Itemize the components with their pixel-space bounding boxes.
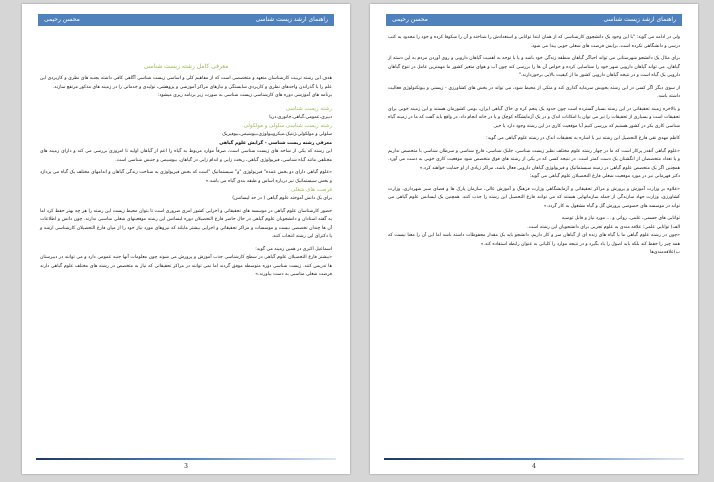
section-heading: معرفی کامل رشته زیست شناسی <box>143 63 229 70</box>
header-author: محسن رحیمی <box>392 16 428 23</box>
intro-paragraph-2: برنامه های آموزشی دوره های کارشناسی زیست شناسی به صورت زیر برنامه ریزی میشود: <box>157 93 332 98</box>
page-header-bar <box>38 14 334 26</box>
plant-science-paragraph: این رشته که یکی از شاخه های زیست شناسی است، صرفاً موارد مربوط به گیاه را اعم از گیاهان اولیه تا امروزی بررسی می کند و دارای زمینه های مختلفی مانند گیاه شناسی، فیزیولوژی گیاهی، ریخت زایی و اندام زایی در گیاهان، بیوشیمی و جنبش شناسی است. <box>40 149 332 163</box>
job-intro: برای یک دانش آموخته علوم گیاهی ( در حد لیسانس) <box>232 196 332 201</box>
paragraph: «علاوه بر وزارت آموزش و پرورش و مراکز تحقیقاتی و آزمایشگاهی وزارت فرهنگ و آموزش عالی، سازمان پارک ها و فضای سبز شهرداری، وزارت کشاورزی، وزارت جهاد سازندگی از جمله سازمانهایی هستند که می توانند فارغ التحصیل این رشته را جذب کنند. همچنین یک لیسانس علوم گیاهی می تواند در موسسه های خصوصی پرورش گل و گیاه مشغول به کار گردد.» <box>388 186 680 209</box>
footer-line <box>36 458 336 460</box>
job-paragraph: حضور کارشناسان علوم گیاهی در موسسه های تحقیقاتی و اجرایی کشور امری ضروری است تا بتوان محیط زیست این رشته را هر چه بهتر حفظ کرد اما به گفته استادان و دانشجویان علوم گیاهی در حال حاضر فارغ التحصیلان دوره لیسانس این رشته موقعیتهای شغلی مناسبی ندارند. چون دانش و اطلاعات آن ها چندان تخصصی نیست و موسسات و مراکز تحقیقاتی و اجرایی بیشتر مایلند که نیروهای مورد نیاز خود را از میان فارغ التحصیلان کارشناسی ارشد و یا دکترای این رشته انتخاب کنند. <box>40 208 332 239</box>
paragraph: «چون در رشته علوم گیاهی ما با گیاه های زنده ای از گیاهان سر و کار داریم، دانشجو باید یک مقدار محفوظات داشته باشد اما این آن را معنا نیست که همه چیز را حفظ کند بلکه باید اصول را یاد بگیرد و در نتیجه موارد را کلیاتی به عنوان رابطه استفاده کند.» <box>388 233 680 247</box>
footer-line <box>384 458 684 460</box>
page-header-bar <box>386 14 682 26</box>
plant-science-intro-title: معرفی رشته زیست شناسی - گرایش علوم گیاهی <box>219 140 332 146</box>
page-number: 4 <box>532 463 536 470</box>
subheading-cell-molecular: رشته زیست شناسی سلولی و مولکولی <box>243 123 332 129</box>
quote-intro: اسماعیل اکبری در همین زمینه می گوید: <box>255 246 332 252</box>
paragraph: ب)علاقه‌مندی‌ها <box>650 250 680 255</box>
paragraph: الف) توانایی علمی: علاقه مندی به علوم تجربی برای دانشجویان این رشته است. <box>527 224 680 230</box>
paragraph: دکتر قهرمانی نیز در مورد موقعیت شغلی فارغ التحصیلان علوم گیاهی می گوید: <box>529 174 680 179</box>
page-body <box>388 34 680 258</box>
paragraph: برای مثال یک دانشجو شهرستانی می تواند احیاگر گیاهان منطقه زندگی خود باشد و یا با توجه به اهمیت گیاهان دارویی و روی آوردن مردم به این دسته از گیاهان، می تواند گیاهان دارویی شهر خود را شناسایی کرده و خواص آن ها را بررسی کند چون آب و هوای متغیر کشور ما مهمترین عامل در تنوع گیاهان دارویی یک گیاه است و در نتیجه گیاهان دارویی کشور ما از کیفیت بالایی برخوردارند." <box>388 56 680 78</box>
plant-science-quote: «علوم گیاهی دارای دو بخش عمده" فیزیولوژی "و" سیستماتیک "است که بخش فیزیولوژی به شناخت زندگی گیاهان و اندامهای مختلف یک گیاه می پردازد و بخش سیستماتیک نیز درباره اساس و طبقه بندی گیاه می باشد.» <box>40 170 332 184</box>
quote-paragraph: «بیشتر فارغ التحصیلان علوم گیاهی در سطح کارشناسی جذب آموزش و پرورش می شوند چون معلومات آنها جنبه عمومی دارد و می توانند در دبیرستان ها تدریس کنند. زیست شناسی دوره متوسطه موفق گردند اما نمی توانند در مراکز تحقیقاتی که نیاز به متخصص در رشته های مختلف علوم گیاهی دارند فرصت شغلی مناسبی به دست بیاورند.» <box>40 255 332 277</box>
header-title: راهنمای ارشد زیست شناسی <box>603 16 676 23</box>
paragraph: و بالاخره زمینه تحقیقاتی در این رشته بسیار گسترده است چون حدود یک پنجم کره ی خاک گیاهی ایران، بومی کشورمان هستند و این زمینه خوبی برای تحقیقات است و بسیاری از تحقیقات را نیز می توان با امکانات اندک و در یک آزمایشگاه کوچک و یا در خانه انجام داد. در واقع باید گفت که ما در زمینه گیاه شناسی کاری بکر در کشور هستیم که بررسی کنیم آیا موقعیت کاری در این رشته وجود دارد یا خیر. <box>388 106 680 129</box>
paragraph: ولی در ادامه می گوید: "با این وجود یک دانشجوی کارشناسی که از همان ابتدا توانایی و استعدادش را شناخته و آن را شکوفا کرده و خود را محدود به کتب درسی و دانشگاهی نکرده است، برایش فرصت های شغلی خوبی پیدا می شود. <box>388 35 680 49</box>
header-author: محسن رحیمی <box>44 16 80 23</box>
intro-paragraph: هدف این رشته تربیت کارشناسان متعهد و متخصصی است که از مفاهیم کلی و اساسی زیست شناسی آگاهی کافی داشته بجنبه های نظری و کاربردی این علم را با گذراندن واحدهای نظری و کاربردی شایستگی و نیازهای مراکز آموزشی و پژوهشی، تولیدی و خدماتی را در زمینه های مذکور مرتفع سازند. <box>40 76 332 90</box>
paragraph: کاظم مهدی نقی فارغ التحصیل این رشته نیز با اشاره به تحقیقات اندک در رشته علوم گیاهی می گوید: <box>486 136 680 141</box>
cell-molecular-branches: سلولی و مولکولی،ژنتیک،میکروبیولوژی،بیوشیمی،بیوفیزیک <box>222 132 332 137</box>
paragraph: «علوم گیاهی آنقدر پرکار است که ما در چهار رشته علوم مختلف نظیر زیست شناسی، جلبک شناسی، قارچ شناسی و سرطان شناسی با متخصص نداریم و یا تعداد متخصصان از انگشتان یک دست کمتر است. در نتیجه کسی که در یکی از رشته های فوق متخصص شود موقعیت کاری خوبی به دست می آورد. همچنین اگر یک متخصص علوم گیاهی در زمینه سیستماتیک و فیزیولوژی گیاهان دارویی فعال باشد، مراکز زیادی از او حمایت خواهند کرد.» <box>388 148 680 171</box>
paragraph: از سوی دیگر اگر کسی در این رشته بخوبش سرمایه گذاری کند و متکی از محیط شود، می تواند در بخش های کشاورزی - زیستی و بیوتکنولوژی فعالیت داشته باشد. <box>388 85 680 99</box>
subheading-job-opportunities: فرصت های شغلی <box>291 187 332 193</box>
document-page-3 <box>22 4 350 474</box>
header-title: راهنمای ارشد زیست شناسی <box>255 16 328 23</box>
paragraph: توانایی های جسمی، علمی، روانی و ... مورد نیاز و قابل توصیه <box>561 216 680 221</box>
page-number: 3 <box>184 463 188 470</box>
page-body <box>40 34 332 280</box>
biology-branches: دبیری،عمومی،گیاهی،جانوری،دریا <box>269 114 332 120</box>
subheading-biology: رشته زیست شناسی <box>285 105 332 112</box>
document-page-4 <box>370 4 698 474</box>
